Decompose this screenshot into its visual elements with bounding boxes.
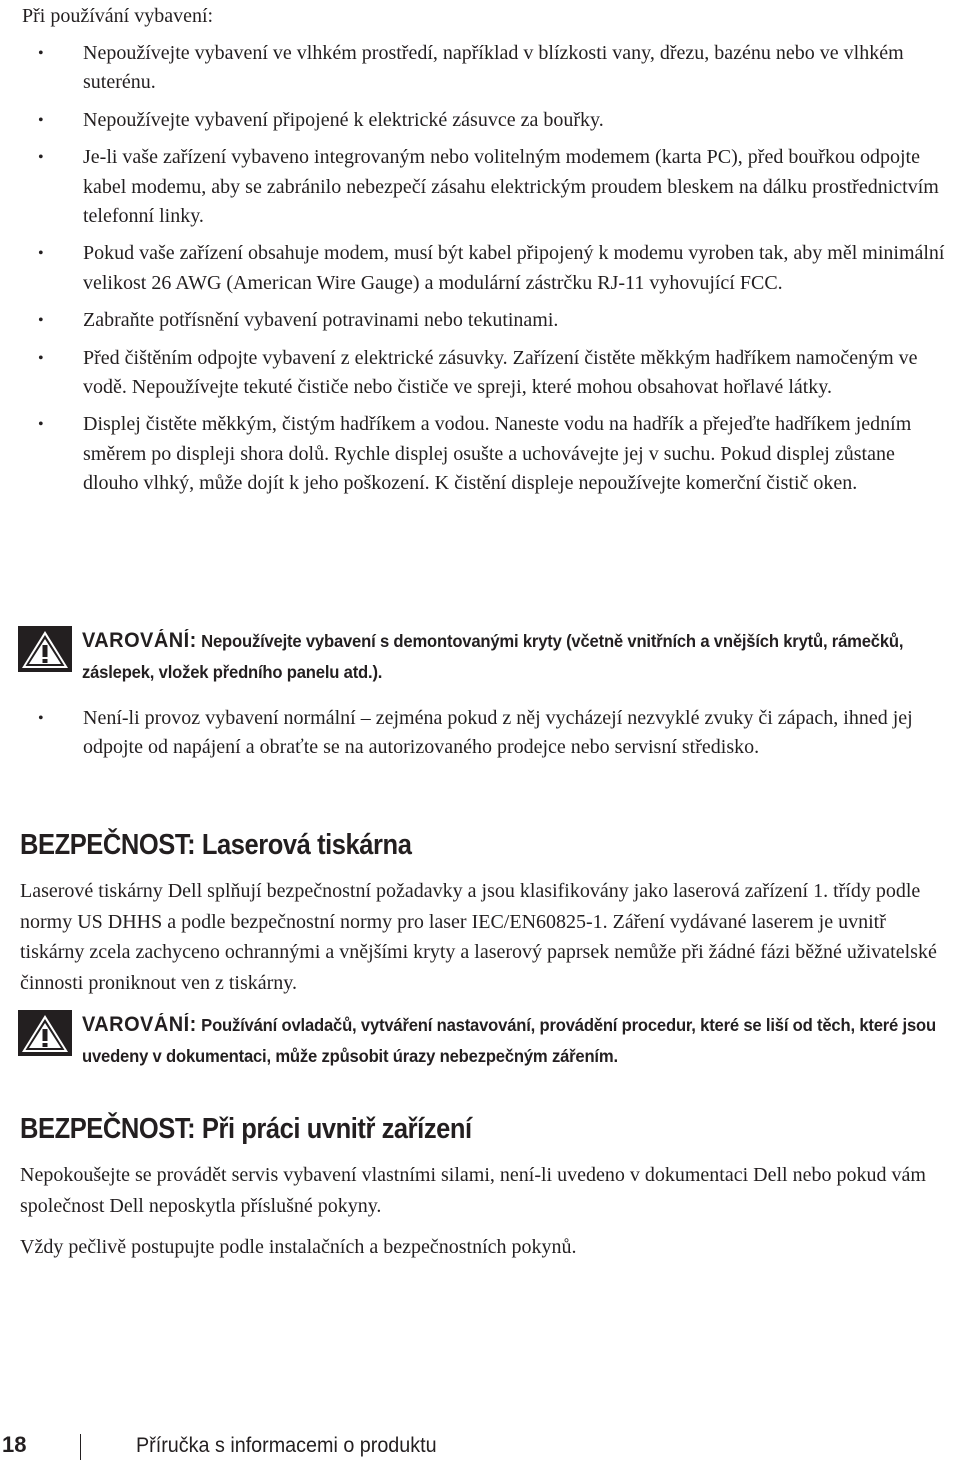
footer-title: Příručka s informacemi o produktu — [136, 1434, 437, 1457]
bullet-list-mid — [0, 704, 960, 771]
warning-label: VAROVÁNÍ: — [82, 629, 197, 652]
warning-block-covers — [18, 626, 953, 687]
footer-divider — [80, 1434, 81, 1460]
section-body-inside-note: Vždy pečlivě postupujte podle instalačních a bezpečnostních pokynů. — [20, 1236, 577, 1258]
page-footer — [0, 1430, 960, 1466]
list-item: • Pokud vaše zařízení obsahuje modem, musí být kabel připojený k modemu vyroben tak, aby měl minimální velikost 26 AWG (American Wire Gauge) a modulární zástrčku RJ-11 vyhovující FCC. — [0, 239, 960, 298]
section-heading-inside: BEZPEČNOST: Při práci uvnitř zařízení — [20, 1113, 472, 1145]
warning-triangle-icon — [18, 626, 72, 672]
intro-text: Při používání vybavení: — [22, 5, 214, 27]
bullet-list-top — [0, 39, 960, 507]
section-body-inside: Nepokoušejte se provádět servis vybavení vlastními silami, není-li uvedeno v dokumentaci Dell nebo pokud vám společnost Dell neposkytla příslušné pokyny. — [20, 1164, 926, 1217]
warning-block-laser — [18, 1010, 953, 1071]
list-item: • Je-li vaše zařízení vybaveno integrovaným nebo volitelným modemem (karta PC), před bouřkou odpojte kabel modemu, aby se zabránilo nebezpečí zásahu elektrickým proudem bleskem na dálku prostřednictvím telefonní linky. — [0, 143, 960, 231]
warning-triangle-icon — [18, 1010, 72, 1056]
warning-text — [82, 1010, 947, 1071]
section-heading-laser: BEZPEČNOST: Laserová tiskárna — [20, 829, 412, 861]
warning-text — [82, 626, 947, 687]
list-item: • Před čištěním odpojte vybavení z elektrické zásuvky. Zařízení čistěte měkkým hadříkem namočeným ve vodě. Nepoužívejte tekuté čističe nebo čističe ve spreji, které mohou obsahovat hořlavé látky. — [0, 344, 960, 403]
list-item: • Displej čistěte měkkým, čistým hadříkem a vodou. Naneste vodu na hadřík a přejeďte hadříkem jedním směrem po displeji shora dolů. Rychle displej osušte a uchovávejte jej v suchu. Pokud displej zůstane dlouho vlhký, může dojít k jeho poškození. K čistění displeje nepoužívejte komerční čistič oken. — [0, 410, 960, 498]
list-item: • Nepoužívejte vybavení připojené k elektrické zásuvce za bouřky. — [0, 106, 960, 135]
list-item: • Není-li provoz vybavení normální – zejména pokud z něj vycházejí nezvyklé zvuky či zápach, ihned jej odpojte od napájení a obraťte se na autorizovaného prodejce nebo servisní středisko. — [0, 704, 960, 763]
warning-body: Nepoužívejte vybavení s demontovanými kryty (včetně vnitřních a vnějších krytů, rámečků, záslepek, vložek předního panelu atd.). — [82, 631, 904, 682]
list-item: • Zabraňte potřísnění vybavení potravinami nebo tekutinami. — [0, 306, 960, 335]
warning-body: Používání ovladačů, vytváření nastavování, provádění procedur, které se liší od těch, které jsou uvedeny v dokumentaci, může způsobit úrazy nebezpečným zářením. — [82, 1015, 936, 1066]
list-item: • Nepoužívejte vybavení ve vlhkém prostředí, například v blízkosti vany, dřezu, bazénu nebo ve vlhkém suterénu. — [0, 39, 960, 98]
section-body-laser: Laserové tiskárny Dell splňují bezpečnostní požadavky a jsou klasifikovány jako laserová zařízení 1. třídy podle normy US DHHS a podle bezpečnostní normy pro laser IEC/EN60825-1. Záření vydávané laserem je uvnitř tiskárny zcela zachyceno ochrannými a vnějšími kryty a laserový paprsek nemůže při žádné fázi běžné uživatelské činnosti proniknout ven z tiskárny. — [20, 880, 937, 994]
page-number: 18 — [2, 1432, 27, 1457]
warning-label: VAROVÁNÍ: — [82, 1013, 197, 1036]
